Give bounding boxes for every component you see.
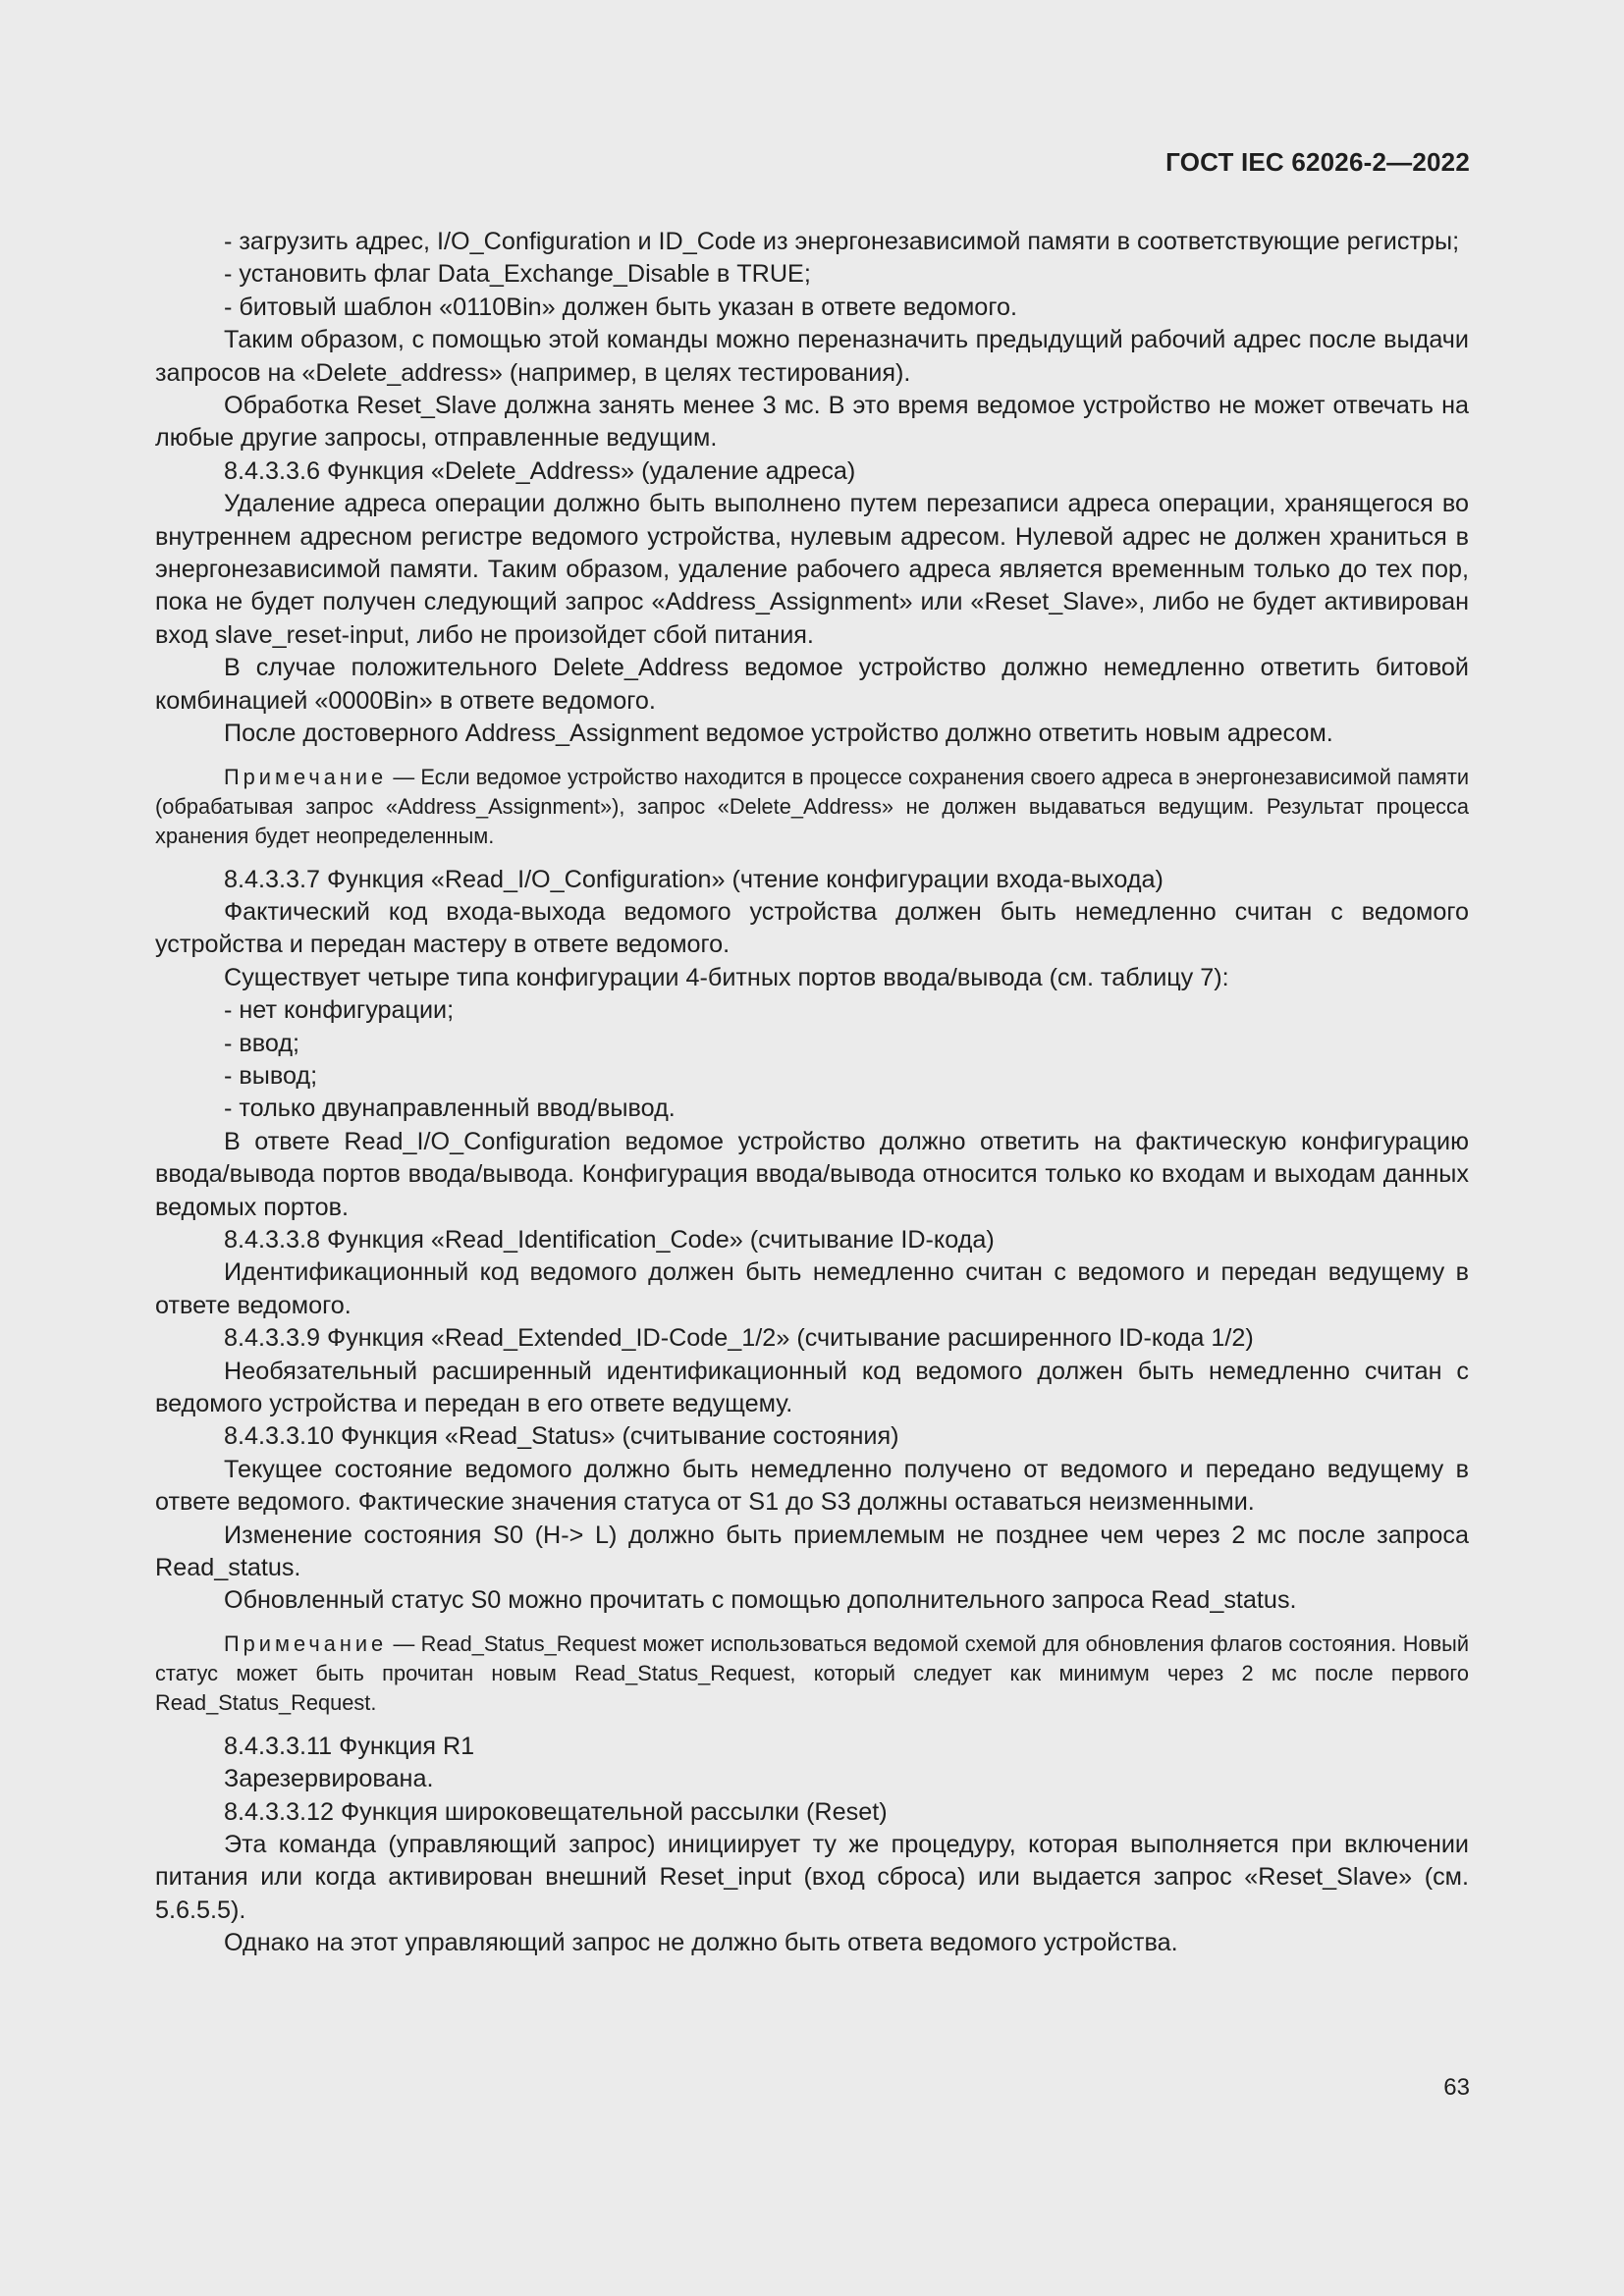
paragraph: Зарезервирована. [224, 1765, 434, 1793]
paragraph: Изменение состояния S0 (H-> L) должно быть приемлемым не позднее чем через 2 мс после запроса Read_status. [155, 1521, 1469, 1582]
section-heading: 8.4.3.3.9 Функция «Read_Extended_ID-Code_1/2» (считывание расширенного ID-кода 1/2) [224, 1324, 1254, 1353]
section-heading: 8.4.3.3.11 Функция R1 [224, 1732, 475, 1760]
paragraph: Однако на этот управляющий запрос не должно быть ответа ведомого устройства. [224, 1929, 1178, 1957]
paragraph: Таким образом, с помощью этой команды можно переназначить предыдущий рабочий адрес после выдачи запросов на «Delete_address» (например, в целях тестирования). [155, 326, 1469, 387]
paragraph: Текущее состояние ведомого должно быть немедленно получено от ведомого и передано ведущему в ответе ведомого. Фактические значения статуса от S1 до S3 должны оставаться неизменными. [155, 1455, 1469, 1517]
note-label: Примечание [224, 764, 388, 789]
paragraph: Необязательный расширенный идентификационный код ведомого должен быть немедленно считан с ведомого устройства и передан в его ответе ведущему. [155, 1357, 1469, 1417]
paragraph: В случае положительного Delete_Address ведомое устройство должно немедленно ответить битовой комбинацией «0000Bin» в ответе ведомого. [155, 654, 1469, 715]
list-item: - только двунаправленный ввод/вывод. [224, 1095, 676, 1123]
note-text: — Если ведомое устройство находится в процессе сохранения своего адреса в энергонезависимой памяти (обрабатывая запрос «Address_Assignment»), запрос «Delete_Address» не должен выдаваться ведущим. Результат процесса хранения будет неопределенным. [155, 764, 1469, 848]
section-heading: 8.4.3.3.6 Функция «Delete_Address» (удаление адреса) [224, 456, 856, 485]
note [155, 763, 1469, 851]
paragraph: Существует четыре типа конфигурации 4-битных портов ввода/вывода (см. таблицу 7): [224, 963, 1229, 991]
paragraph: Обновленный статус S0 можно прочитать с помощью дополнительного запроса Read_status. [224, 1586, 1297, 1615]
paragraph: Эта команда (управляющий запрос) инициирует ту же процедуру, которая выполняется при включении питания или когда активирован внешний Reset_input (вход сброса) или выдается запрос «Reset_Slave» (см. 5.6.5.5). [155, 1831, 1469, 1924]
paragraph: - загрузить адрес, I/O_Configuration и ID_Code из энергонезависимой памяти в соответствующие регистры; [224, 228, 1460, 255]
paragraph: - установить флаг Data_Exchange_Disable в TRUE; [224, 260, 811, 289]
document-header: ГОСТ IEC 62026-2—2022 [1165, 147, 1470, 177]
paragraph: Фактический код входа-выхода ведомого устройства должен быть немедленно считан с ведомого устройства и передан мастеру в ответе ведомого. [155, 897, 1469, 959]
paragraph: - битовый шаблон «0110Bin» должен быть указан в ответе ведомого. [224, 293, 1017, 321]
note [155, 1629, 1469, 1718]
paragraph: Идентификационный код ведомого должен быть немедленно считан с ведомого и передан ведущему в ответе ведомого. [155, 1258, 1469, 1319]
paragraph: Обработка Reset_Slave должна занять менее 3 мс. В это время ведомое устройство не может отвечать на любые другие запросы, отправленные ведущим. [155, 392, 1469, 453]
list-item: - ввод; [224, 1029, 300, 1057]
list-item: - вывод; [224, 1061, 318, 1090]
note-text: — Read_Status_Request может использоваться ведомой схемой для обновления флагов состояния. Новый статус может быть прочитан новым Read_Status_Request, который следует как минимум через 2 мс после первого Read_Status_Request. [155, 1630, 1469, 1715]
paragraph: В ответе Read_I/O_Configuration ведомое устройство должно ответить на фактическую конфигурацию ввода/вывода портов ввода/вывода. Конфигурация ввода/вывода относится только ко входам и выходам данных ведомых портов. [155, 1127, 1469, 1221]
page-content [155, 226, 1469, 1960]
page-number: 63 [1443, 2074, 1470, 2101]
note-label: Примечание [224, 1630, 388, 1656]
section-heading: 8.4.3.3.8 Функция «Read_Identification_Code» (считывание ID-кода) [224, 1225, 995, 1254]
section-heading: 8.4.3.3.12 Функция широковещательной рассылки (Reset) [224, 1797, 888, 1826]
list-item: - нет конфигурации; [224, 996, 455, 1025]
section-heading: 8.4.3.3.10 Функция «Read_Status» (считывание состояния) [224, 1422, 899, 1451]
paragraph: После достоверного Address_Assignment ведомое устройство должно ответить новым адресом. [224, 720, 1333, 748]
section-heading: 8.4.3.3.7 Функция «Read_I/O_Configuration» (чтение конфигурации входа-выхода) [224, 865, 1164, 893]
paragraph: Удаление адреса операции должно быть выполнено путем перезаписи адреса операции, хранящегося во внутреннем адресном регистре ведомого устройства, нулевым адресом. Нулевой адрес не должен храниться в энергонезависимой памяти. Таким образом, удаление рабочего адреса является временным только до тех пор, пока не будет получен следующий запрос «Address_Assignment» или «Reset_Slave», либо не будет активирован вход slave_reset-input, либо не произойдет сбой питания. [155, 490, 1469, 649]
